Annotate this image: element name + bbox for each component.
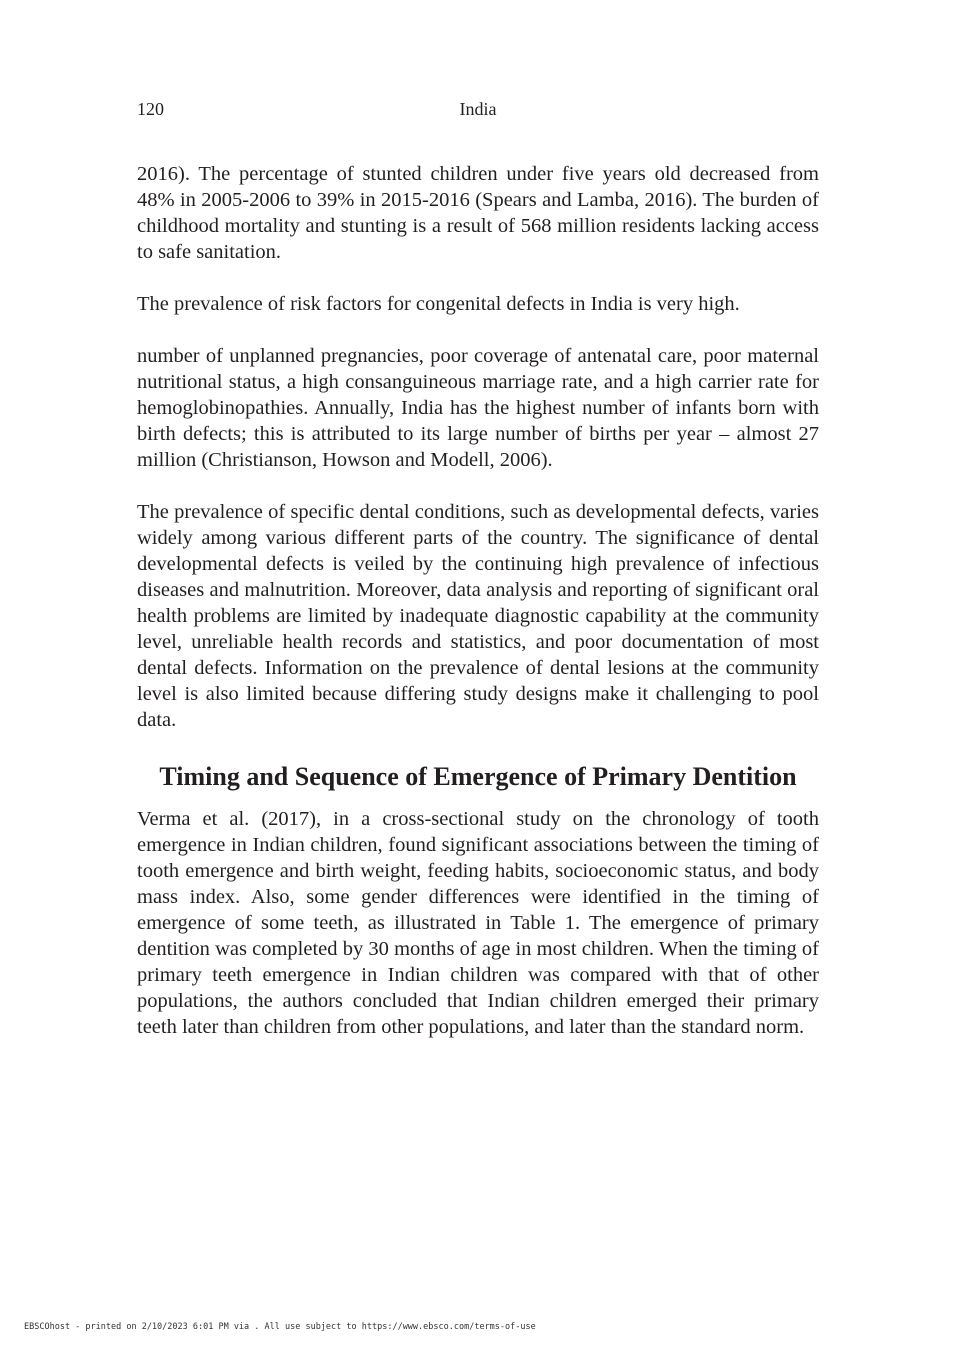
page-number: 120: [137, 99, 164, 119]
body-paragraph: Verma et al. (2017), in a cross-sectional study on the chronology of tooth emergence in Indian children, found significant associations between the timing of tooth emergence and birth weight, feeding habits, socioeconomic status, and body mass index. Also, some gender differences were identified in the timing of emergence of some teeth, as illustrated in Table 1. The emergence of primary dentition was completed by 30 months of age in most children. When the timing of primary teeth emergence in Indian children was compared with that of other populations, the authors concluded that Indian children emerged their primary teeth later than children from other populations, and later than the standard norm.: [137, 808, 819, 1038]
running-title: India: [459, 99, 497, 119]
section-heading: Timing and Sequence of Emergence of Primary Dentition: [159, 762, 797, 791]
body-paragraph: The prevalence of risk factors for congenital defects in India is very high.: [137, 293, 740, 315]
print-footer: EBSCOhost - printed on 2/10/2023 6:01 PM via . All use subject to https://www.ebsco.com/terms-of-use: [24, 1322, 536, 1332]
body-paragraph: number of unplanned pregnancies, poor coverage of antenatal care, poor maternal nutritional status, a high consanguineous marriage rate, and a high carrier rate for hemoglobinopathies. Annually, India has the highest number of infants born with birth defects; this is attributed to its large number of births per year – almost 27 million (Christianson, Howson and Modell, 2006).: [137, 345, 819, 471]
page-body: [137, 161, 819, 1066]
body-paragraph: 2016). The percentage of stunted children under five years old decreased from 48% in 2005-2006 to 39% in 2015-2016 (Spears and Lamba, 2016). The burden of childhood mortality and stunting is a result of 568 million residents lacking access to safe sanitation.: [137, 163, 819, 263]
body-paragraph: The prevalence of specific dental conditions, such as developmental defects, varies widely among various different parts of the country. The significance of dental developmental defects is veiled by the continuing high prevalence of infectious diseases and malnutrition. Moreover, data analysis and reporting of significant oral health problems are limited by inadequate diagnostic capability at the community level, unreliable health records and statistics, and poor documentation of most dental defects. Information on the prevalence of dental lesions at the community level is also limited because differing study designs make it challenging to pool data.: [137, 501, 819, 731]
running-head: [137, 96, 819, 122]
